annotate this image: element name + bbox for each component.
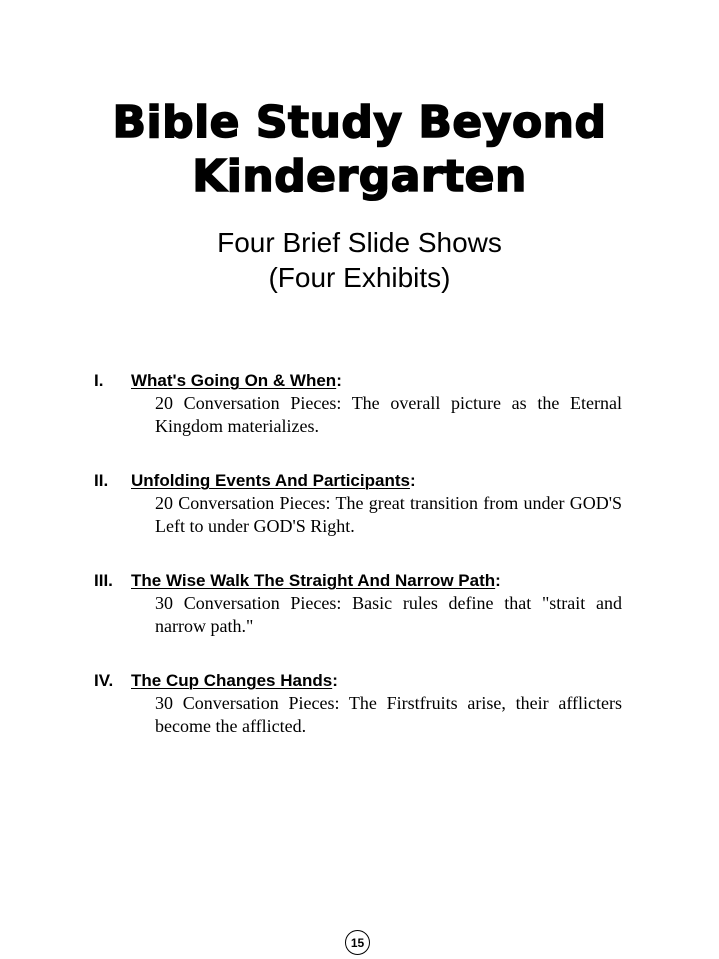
exhibit-title: Unfolding Events And Participants [131,471,410,490]
exhibit-numeral: IV. [94,671,114,690]
exhibit-heading [94,670,622,692]
exhibit-numeral: II. [94,471,109,490]
exhibit-description: 30 Conversation Pieces: The Firstfruits arise, their afflicters become the afflicted. [155,693,622,736]
exhibit-item-4 [94,670,622,738]
exhibit-title: The Cup Changes Hands [131,671,333,690]
exhibit-heading [94,470,622,492]
exhibit-numeral: I. [94,371,104,390]
subtitle-line-2: (Four Exhibits) [268,262,451,293]
exhibit-title: The Wise Walk The Straight And Narrow Path [131,571,496,590]
exhibit-description: 30 Conversation Pieces: Basic rules define that "strait and narrow path." [155,593,622,636]
exhibit-heading [94,570,622,592]
exhibit-colon: : [336,371,342,390]
exhibit-item-3 [94,570,622,638]
exhibit-title: What's Going On & When [131,371,337,390]
exhibit-heading [94,370,622,392]
subtitle-line-1: Four Brief Slide Shows [217,227,502,258]
page-number-badge [345,930,370,955]
exhibit-colon: : [332,671,338,690]
exhibit-item-2 [94,470,622,538]
document-subtitle [0,225,719,295]
exhibit-numeral: III. [94,571,113,590]
title-line-1: Bible Study Beyond [112,97,607,148]
exhibit-colon: : [409,471,416,490]
page-number: 15 [350,935,365,950]
title-line-2: Kindergarten [192,151,527,202]
exhibit-colon: : [495,571,501,590]
document-title [0,96,719,204]
exhibit-description: 20 Conversation Pieces: The overall picture as the Eternal Kingdom materializes. [155,393,622,436]
exhibit-description: 20 Conversation Pieces: The great transition from under GOD'S Left to under GOD'S Right. [155,493,622,536]
exhibit-item-1 [94,370,622,438]
